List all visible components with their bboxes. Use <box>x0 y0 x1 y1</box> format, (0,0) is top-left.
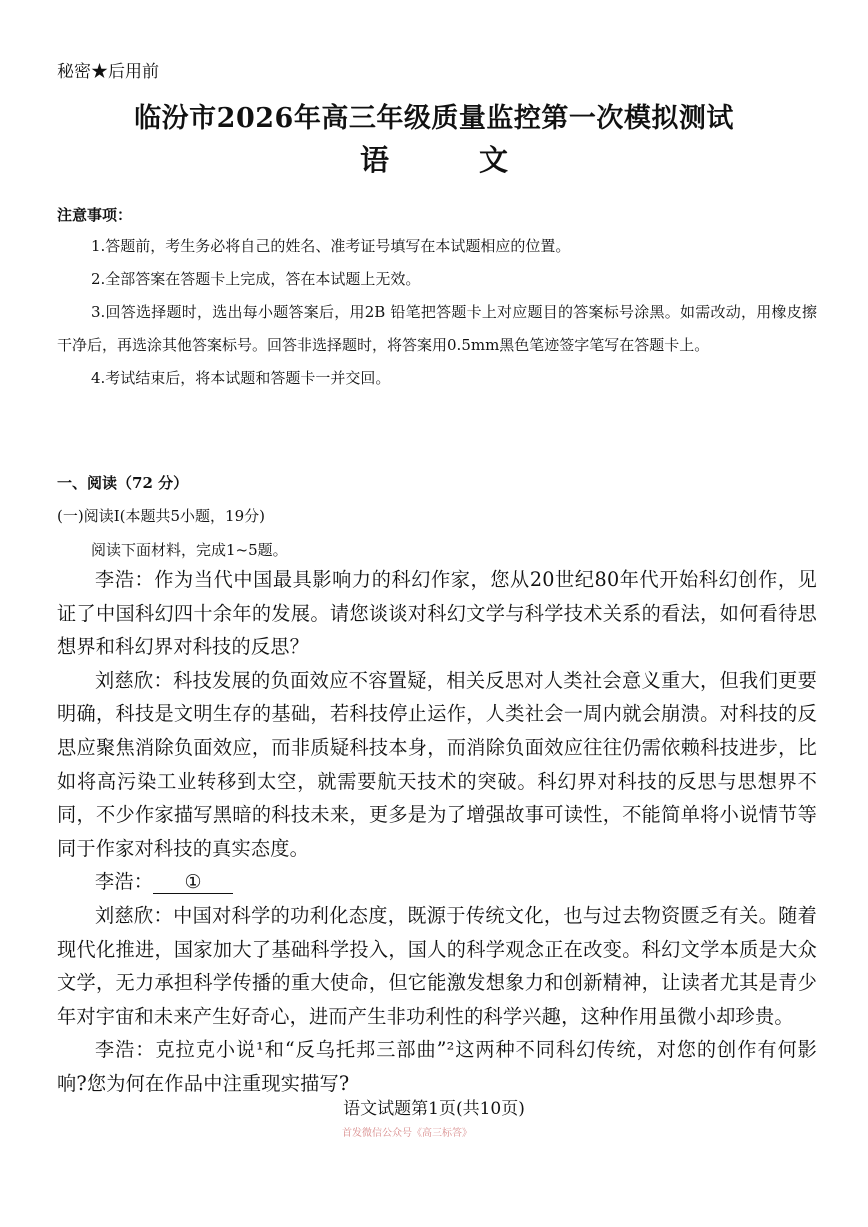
passage-paragraph: 李浩：克拉克小说¹和“反乌托邦三部曲”²这两种不同科幻传统，对您的创作有何影响?您为何在作品中注重现实描写? <box>57 1038 817 1095</box>
notice-item: 3.回答选择题时，选出每小题答案后，用2B 铅笔把答题卡上对应题目的答案标号涂黑。如需改动，用橡皮擦干净后，再选涂其他答案标号。回答非选择题时，将答案用0.5mm黑色笔迹签字笔写在答题卡上。 <box>57 303 817 354</box>
secret-label: 秘密★后用前 <box>57 62 159 82</box>
exam-title: 临汾市2026年高三年级质量监控第一次模拟测试 <box>134 103 734 134</box>
speaker-label: 李浩： <box>95 870 154 894</box>
page-footer: 语文试题第1页(共10页) <box>343 1099 525 1119</box>
notice-item: 2.全部答案在答题卡上完成，答在本试题上无效。 <box>91 270 421 288</box>
watermark-text: 首发微信公众号《高三标答》 <box>342 1128 472 1139</box>
passage-paragraph-blank <box>57 865 817 899</box>
subject-title: 语文 <box>359 143 598 177</box>
notice-list <box>57 230 817 395</box>
notice-item: 1.答题前，考生务必将自己的姓名、准考证号填写在本试题相应的位置。 <box>91 237 571 255</box>
passage-paragraph: 刘慈欣：科技发展的负面效应不容置疑，相关反思对人类社会意义重大，但我们更要明确，科技是文明生存的基础，若科技停止运作，人类社会一周内就会崩溃。对科技的反思应聚焦消除负面效应，而非质疑科技本身，而消除负面效应往往仍需依赖科技进步，比如将高污染工业转移到太空，就需要航天技术的突破。科幻界对科技的反思与思想界不同，不少作家描写黑暗的科技未来，更多是为了增强故事可读性，不能简单将小说情节等同于作家对科技的真实态度。 <box>57 668 817 860</box>
section-title: 一、阅读（72 分） <box>57 474 189 492</box>
section-instruction: 阅读下面材料，完成1~5题。 <box>91 541 288 559</box>
section-subtitle: (一)阅读Ⅰ(本题共5小题，19分) <box>57 507 265 525</box>
passage-paragraph: 李浩：作为当代中国最具影响力的科幻作家，您从20世纪80年代开始科幻创作，见证了中国科幻四十余年的发展。请您谈谈对科幻文学与科学技术关系的看法，如何看待思想界和科幻界对科技的反思？ <box>57 568 817 659</box>
answer-blank: ① <box>153 871 233 894</box>
notice-item: 4.考试结束后，将本试题和答题卡一并交回。 <box>91 369 391 387</box>
notice-heading: 注意事项： <box>57 206 133 224</box>
reading-passage <box>57 563 817 1101</box>
passage-paragraph: 刘慈欣：中国对科学的功利化态度，既源于传统文化，也与过去物资匮乏有关。随着现代化推进，国家加大了基础科学投入，国人的科学观念正在改变。科幻文学本质是大众文学，无力承担科学传播的重大使命，但它能激发想象力和创新精神，让读者尤其是青少年对宇宙和未来产生好奇心，进而产生非功利性的科学兴趣，这种作用虽微小却珍贵。 <box>57 903 817 1028</box>
